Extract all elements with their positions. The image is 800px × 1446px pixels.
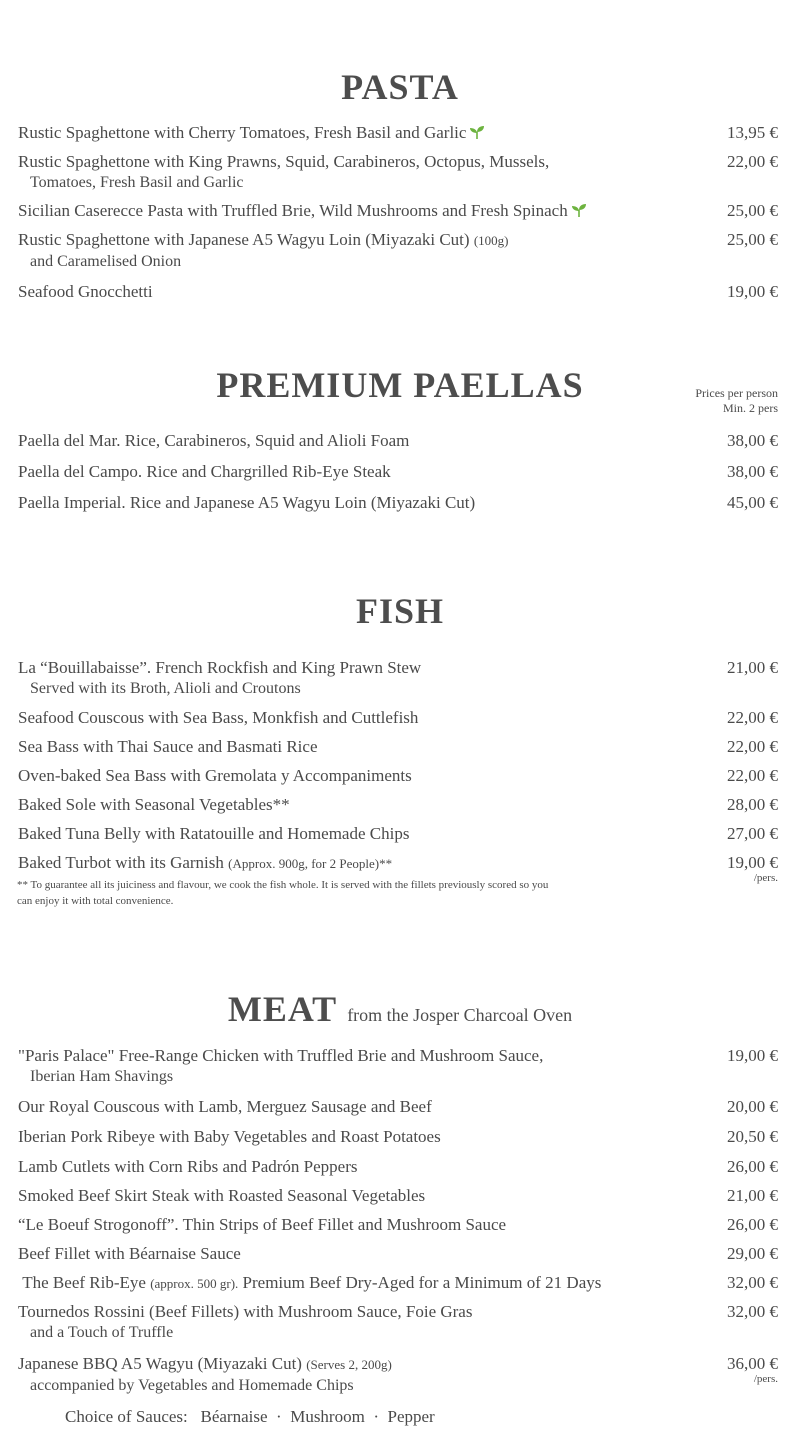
item-name: The Beef Rib-Eye xyxy=(22,1273,146,1292)
item-price: 21,00 € xyxy=(727,658,778,677)
item-portion: (100g) xyxy=(473,233,509,248)
per-person-label: /pers. xyxy=(753,1373,778,1385)
item-price: 36,00 € xyxy=(727,1354,778,1373)
item-name: Oven-baked Sea Bass with Gremolata y Accompaniments xyxy=(18,766,412,785)
menu-item xyxy=(18,1243,778,1264)
menu-item xyxy=(18,1096,778,1117)
menu-item xyxy=(18,492,778,513)
per-person-label: /pers. xyxy=(753,872,778,884)
item-name: Baked Tuna Belly with Ratatouille and Homemade Chips xyxy=(18,824,410,843)
meat-title: MEAT xyxy=(227,989,338,1029)
menu-item xyxy=(18,1185,778,1206)
menu-item xyxy=(18,229,778,272)
item-name: "Paris Palace" Free-Range Chicken with Truffled Brie and Mushroom Sauce, xyxy=(18,1046,544,1065)
menu-item xyxy=(18,1353,778,1396)
item-name: La “Bouillabaisse”. French Rockfish and King Prawn Stew xyxy=(18,658,422,677)
menu-item xyxy=(18,1156,778,1177)
item-name: Our Royal Couscous with Lamb, Merguez Sausage and Beef xyxy=(18,1097,432,1116)
item-price: 19,00 € xyxy=(727,282,778,301)
item-name: Rustic Spaghettone with Japanese A5 Wagyu Loin (Miyazaki Cut) xyxy=(18,230,470,249)
item-price: 28,00 € xyxy=(727,795,778,814)
sauces-label: Choice of Sauces: xyxy=(65,1407,188,1426)
item-name: Iberian Pork Ribeye with Baby Vegetables and Roast Potatoes xyxy=(18,1127,441,1146)
footnote-line: ** To guarantee all its juiciness and flavour, we cook the fish whole. It is served with the fillets previously scored so you xyxy=(17,879,549,891)
item-price: 19,00 € xyxy=(727,1046,778,1065)
menu-item xyxy=(18,1214,778,1235)
menu-item xyxy=(18,122,778,143)
menu-item xyxy=(18,1301,778,1343)
item-portion: (Serves 2, 200g) xyxy=(306,1357,392,1372)
item-portion: (approx. 500 gr). xyxy=(150,1276,239,1291)
sauce-separator: · xyxy=(373,1407,379,1426)
item-name: Paella del Campo. Rice and Chargrilled Rib-Eye Steak xyxy=(18,462,391,481)
sauce-separator: · xyxy=(276,1407,282,1426)
item-price: 32,00 € xyxy=(727,1302,778,1321)
menu-item xyxy=(18,461,778,482)
footnote-line: can enjoy it with total convenience. xyxy=(17,895,174,907)
item-name: Smoked Beef Skirt Steak with Roasted Seasonal Vegetables xyxy=(18,1186,426,1205)
item-name: Baked Turbot with its Garnish xyxy=(18,853,224,872)
item-price: 22,00 € xyxy=(727,766,778,785)
item-price: 27,00 € xyxy=(727,824,778,843)
sauce-option: Mushroom xyxy=(290,1407,365,1426)
pasta-heading: PASTA xyxy=(341,67,459,107)
paellas-heading: PREMIUM PAELLAS xyxy=(216,365,584,405)
item-name: Japanese BBQ A5 Wagyu (Miyazaki Cut) xyxy=(18,1354,302,1373)
menu-item xyxy=(18,281,778,302)
item-price: 13,95 € xyxy=(727,123,778,142)
item-price: 22,00 € xyxy=(727,737,778,756)
item-name: Paella del Mar. Rice, Carabineros, Squid and Alioli Foam xyxy=(18,431,410,450)
item-name-continued: Premium Beef Dry-Aged for a Minimum of 21 Days xyxy=(242,1273,602,1292)
item-price: 25,00 € xyxy=(727,230,778,249)
item-name: Rustic Spaghettone with Cherry Tomatoes, Fresh Basil and Garlic xyxy=(18,123,467,142)
item-price: 20,00 € xyxy=(727,1097,778,1116)
item-price: 20,50 € xyxy=(727,1127,778,1146)
item-subline: accompanied by Vegetables and Homemade Chips xyxy=(30,1377,354,1394)
menu-item xyxy=(18,765,778,786)
item-price: 22,00 € xyxy=(727,152,778,171)
item-name: Baked Sole with Seasonal Vegetables** xyxy=(18,795,290,814)
item-subline: Tomatoes, Fresh Basil and Garlic xyxy=(30,174,244,191)
item-portion: (Approx. 900g, for 2 People)** xyxy=(228,856,393,871)
item-name: Lamb Cutlets with Corn Ribs and Padrón Peppers xyxy=(18,1157,358,1176)
item-price: 26,00 € xyxy=(727,1215,778,1234)
menu-item xyxy=(18,823,778,844)
item-price: 38,00 € xyxy=(727,431,778,450)
menu-item xyxy=(18,151,778,193)
item-name: Paella Imperial. Rice and Japanese A5 Wagyu Loin (Miyazaki Cut) xyxy=(18,493,476,512)
item-price: 29,00 € xyxy=(727,1244,778,1263)
item-price: 22,00 € xyxy=(727,708,778,727)
item-subline: Iberian Ham Shavings xyxy=(30,1068,174,1085)
menu-item xyxy=(18,736,778,757)
item-name: Tournedos Rossini (Beef Fillets) with Mushroom Sauce, Foie Gras xyxy=(18,1302,473,1321)
menu-item xyxy=(18,794,778,815)
price-note-line: Prices per person xyxy=(695,386,778,400)
item-price: 21,00 € xyxy=(727,1186,778,1205)
item-subline: Served with its Broth, Alioli and Croutons xyxy=(30,680,301,697)
leaf-sprout-icon xyxy=(571,203,587,217)
item-price: 38,00 € xyxy=(727,462,778,481)
fish-heading: FISH xyxy=(355,591,445,631)
menu-item xyxy=(18,657,778,699)
price-note xyxy=(695,386,778,416)
item-name: Sicilian Caserecce Pasta with Truffled Brie, Wild Mushrooms and Fresh Spinach xyxy=(18,201,568,220)
price-note-line: Min. 2 pers xyxy=(723,401,778,415)
menu-item xyxy=(18,707,778,728)
item-subline: and a Touch of Truffle xyxy=(30,1324,174,1341)
sauce-option: Béarnaise xyxy=(200,1407,268,1426)
item-name: Sea Bass with Thai Sauce and Basmati Rice xyxy=(18,737,318,756)
meat-heading xyxy=(0,988,800,1030)
meat-subtitle: from the Josper Charcoal Oven xyxy=(347,1005,573,1025)
item-name: Rustic Spaghettone with King Prawns, Squid, Carabineros, Octopus, Mussels, xyxy=(18,152,550,171)
item-subline: and Caramelised Onion xyxy=(30,253,182,270)
fish-footnote xyxy=(17,877,677,909)
menu-item xyxy=(18,1045,778,1087)
menu-item xyxy=(18,852,778,884)
item-name: Seafood Couscous with Sea Bass, Monkfish and Cuttlefish xyxy=(18,708,419,727)
item-price: 45,00 € xyxy=(727,493,778,512)
menu-item xyxy=(18,1126,778,1147)
menu-item xyxy=(18,1272,778,1294)
menu-item xyxy=(18,200,778,221)
item-name: Seafood Gnocchetti xyxy=(18,282,153,301)
item-name: Beef Fillet with Béarnaise Sauce xyxy=(18,1244,241,1263)
sauce-choices xyxy=(65,1406,435,1428)
leaf-sprout-icon xyxy=(469,125,485,139)
item-price: 25,00 € xyxy=(727,201,778,220)
sauce-option: Pepper xyxy=(387,1407,435,1426)
item-price: 19,00 € xyxy=(727,853,778,872)
item-price: 26,00 € xyxy=(727,1157,778,1176)
item-price: 32,00 € xyxy=(727,1273,778,1292)
menu-item xyxy=(18,430,778,451)
item-name: “Le Boeuf Strogonoff”. Thin Strips of Beef Fillet and Mushroom Sauce xyxy=(18,1215,507,1234)
